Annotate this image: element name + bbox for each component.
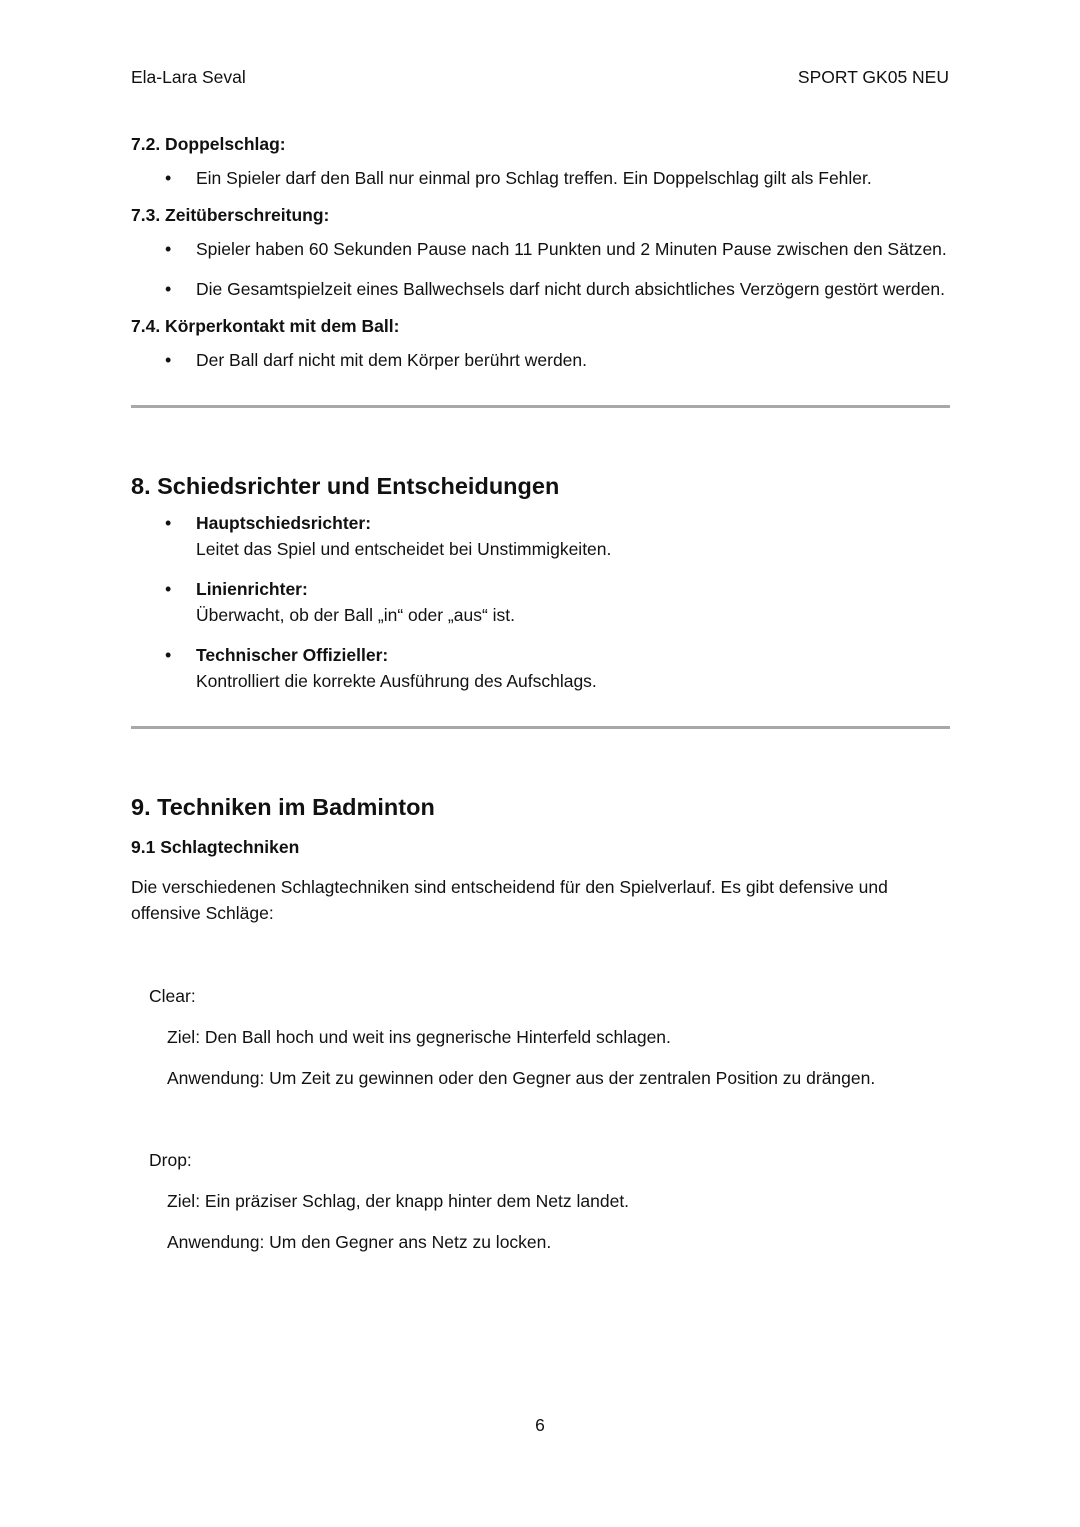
subheading-7-2: 7.2. Doppelschlag: [131, 134, 286, 154]
technique-goal: Ziel: Ein präziser Schlag, der knapp hinter dem Netz landet. [167, 1191, 630, 1211]
section-divider [131, 726, 950, 729]
bullet-icon: • [165, 279, 172, 299]
header-author: Ela-Lara Seval [131, 67, 246, 87]
bullet-icon: • [165, 645, 172, 665]
section-title-9: 9. Techniken im Badminton [131, 794, 435, 820]
technique-use: Anwendung: Um den Gegner ans Netz zu locken. [167, 1232, 552, 1252]
technique-name: Clear: [149, 986, 196, 1006]
list-item-text: Der Ball darf nicht mit dem Körper berührt werden. [196, 350, 587, 370]
list-item [131, 276, 950, 302]
list-8 [131, 510, 950, 694]
bullet-icon: • [165, 168, 172, 188]
list-item [131, 510, 950, 562]
technique-use: Anwendung: Um Zeit zu gewinnen oder den Gegner aus der zentralen Position zu drängen. [167, 1068, 876, 1088]
list-item [131, 642, 950, 694]
list-item [131, 347, 950, 373]
list-item-text: Spieler haben 60 Sekunden Pause nach 11 Punkten und 2 Minuten Pause zwischen den Sätzen. [196, 239, 947, 259]
list-item [131, 165, 950, 191]
list-7-3 [131, 236, 950, 302]
list-item-label: Technischer Offizieller: [196, 645, 389, 665]
section-title-8: 8. Schiedsrichter und Entscheidungen [131, 473, 560, 499]
header-course: SPORT GK05 NEU [797, 67, 949, 87]
bullet-icon: • [165, 513, 172, 533]
subheading-7-4: 7.4. Körperkontakt mit dem Ball: [131, 316, 400, 336]
bullet-icon: • [165, 350, 172, 370]
subheading-7-3: 7.3. Zeitüberschreitung: [131, 205, 330, 225]
technique-goal: Ziel: Den Ball hoch und weit ins gegnerische Hinterfeld schlagen. [167, 1027, 671, 1047]
list-item-label: Linienrichter: [196, 579, 308, 599]
page-content [131, 132, 950, 1254]
bullet-icon: • [165, 239, 172, 259]
list-7-2 [131, 165, 950, 191]
list-item-text: Leitet das Spiel und entscheidet bei Unstimmigkeiten. [196, 539, 612, 559]
section-divider [131, 405, 950, 408]
technique-name: Drop: [149, 1150, 192, 1170]
list-item-text: Ein Spieler darf den Ball nur einmal pro Schlag treffen. Ein Doppelschlag gilt als Fehler. [196, 168, 872, 188]
subheading-9-1: 9.1 Schlagtechniken [131, 837, 300, 857]
list-7-4 [131, 347, 950, 373]
list-item-text: Überwacht, ob der Ball „in“ oder „aus“ ist. [196, 605, 516, 625]
list-item [131, 236, 950, 262]
list-item [131, 576, 950, 628]
intro-paragraph: Die verschiedenen Schlagtechniken sind entscheidend für den Spielverlauf. Es gibt defensive und offensive Schläge: [131, 877, 888, 923]
page-number: 6 [535, 1415, 545, 1435]
list-item-text: Kontrolliert die korrekte Ausführung des Aufschlags. [196, 671, 597, 691]
list-item-text: Die Gesamtspielzeit eines Ballwechsels darf nicht durch absichtliches Verzögern gestört werden. [196, 279, 945, 299]
list-item-label: Hauptschiedsrichter: [196, 513, 372, 533]
bullet-icon: • [165, 579, 172, 599]
